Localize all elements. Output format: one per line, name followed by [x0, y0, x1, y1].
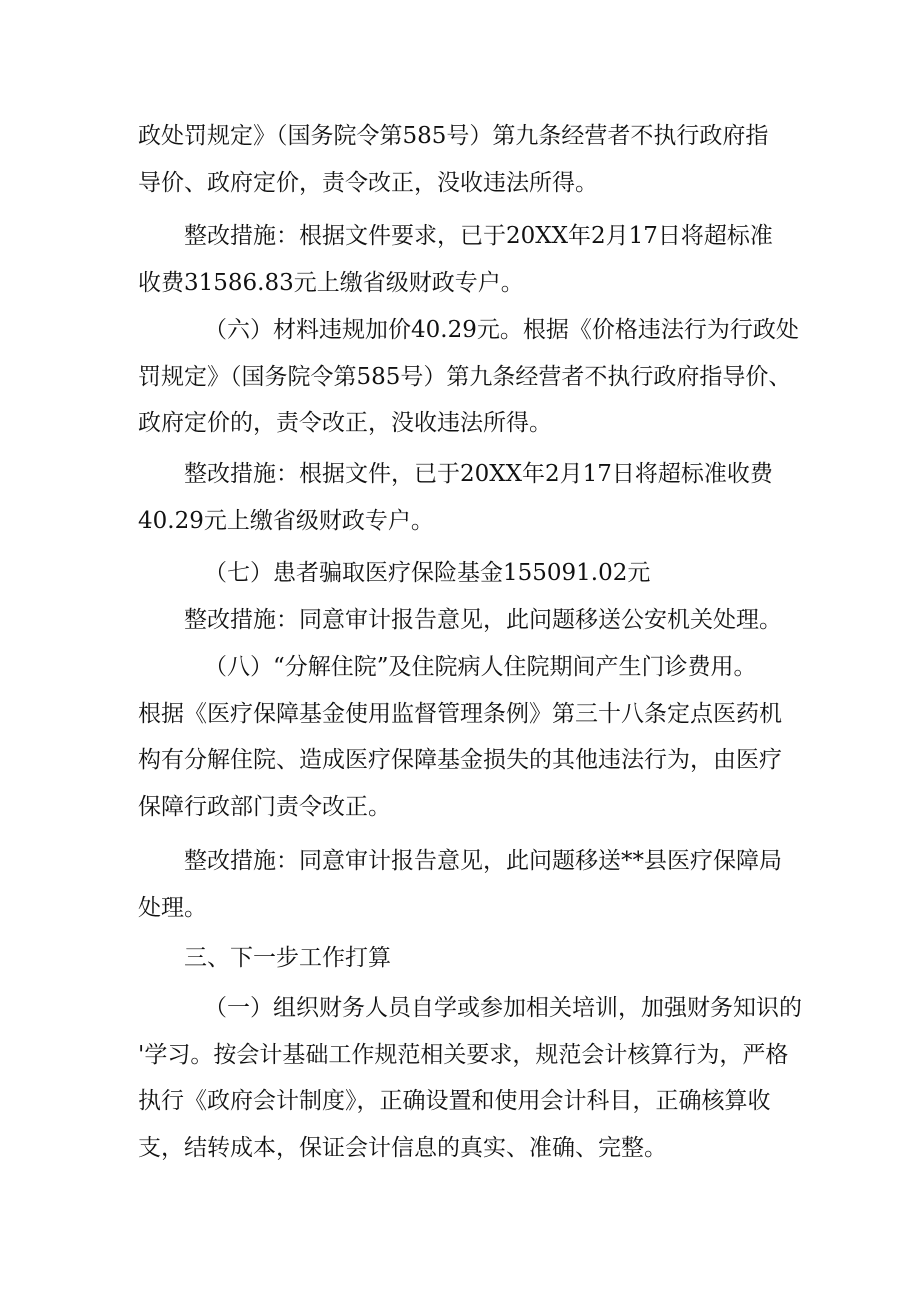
text-line: 整改措施：根据文件，已于20XX年2月17日将超标准收费	[184, 461, 773, 487]
text-line: 根据《医疗保障基金使用监督管理条例》第三十八条定点医药机	[138, 700, 782, 727]
text-line: 整改措施：同意审计报告意见，此问题移送**县医疗保障局	[184, 848, 782, 874]
paragraph-rectification-police	[138, 597, 798, 644]
text-line: '学习。按会计基础工作规范相关要求，规范会计核算行为，严格	[138, 1041, 789, 1068]
paragraph-rectification-fee	[138, 213, 798, 306]
text-line: 收费31586.83元上缴省级财政专户。	[138, 269, 524, 296]
text-line: 罚规定》（国务院令第585号）第九条经营者不执行政府指导价、	[138, 363, 792, 390]
text-line: （八）“分解住院”及住院病人住院期间产生门诊费用。	[204, 654, 757, 680]
paragraph-next-step-one	[138, 985, 802, 1171]
paragraph-penalty-clause	[138, 113, 798, 206]
text-line: 构有分解住院、造成医疗保障基金损失的其他违法行为，由医疗	[138, 747, 782, 773]
text-line: 三、下一步工作打算	[184, 945, 391, 971]
paragraph-rectification-material	[138, 451, 798, 544]
text-line: 政处罚规定》（国务院令第585号）第九条经营者不执行政府指	[138, 123, 769, 149]
text-line: 整改措施：同意审计报告意见，此问题移送公安机关处理。	[184, 607, 782, 633]
paragraph-item-eight	[138, 644, 798, 830]
text-line: 保障行政部门责令改正。	[138, 793, 391, 820]
text-line: 整改措施：根据文件要求，已于20XX年2月17日将超标准	[184, 223, 773, 249]
text-line: 处理。	[138, 894, 207, 921]
text-line: 政府定价的，责令改正，没收违法所得。	[138, 410, 552, 436]
paragraph-item-six	[138, 307, 798, 447]
text-line: 导价、政府定价，责令改正，没收违法所得。	[138, 169, 598, 196]
text-line: （六）材料违规加价40.29元。根据《价格违法行为行政处	[204, 317, 799, 343]
text-line: 40.29元上缴省级财政专户。	[138, 507, 434, 534]
paragraph-rectification-medical	[138, 838, 798, 931]
text-line: （一）组织财务人员自学或参加相关培训，加强财务知识的	[204, 995, 802, 1021]
paragraph-item-seven	[138, 550, 798, 597]
text-line: 执行《政府会计制度》，正确设置和使用会计科目，正确核算收	[138, 1088, 771, 1114]
text-line: 支，结转成本，保证会计信息的真实、准确、完整。	[138, 1134, 667, 1161]
text-line: （七）患者骗取医疗保险基金155091.02元	[204, 560, 651, 586]
section-heading-next-steps	[138, 935, 798, 982]
